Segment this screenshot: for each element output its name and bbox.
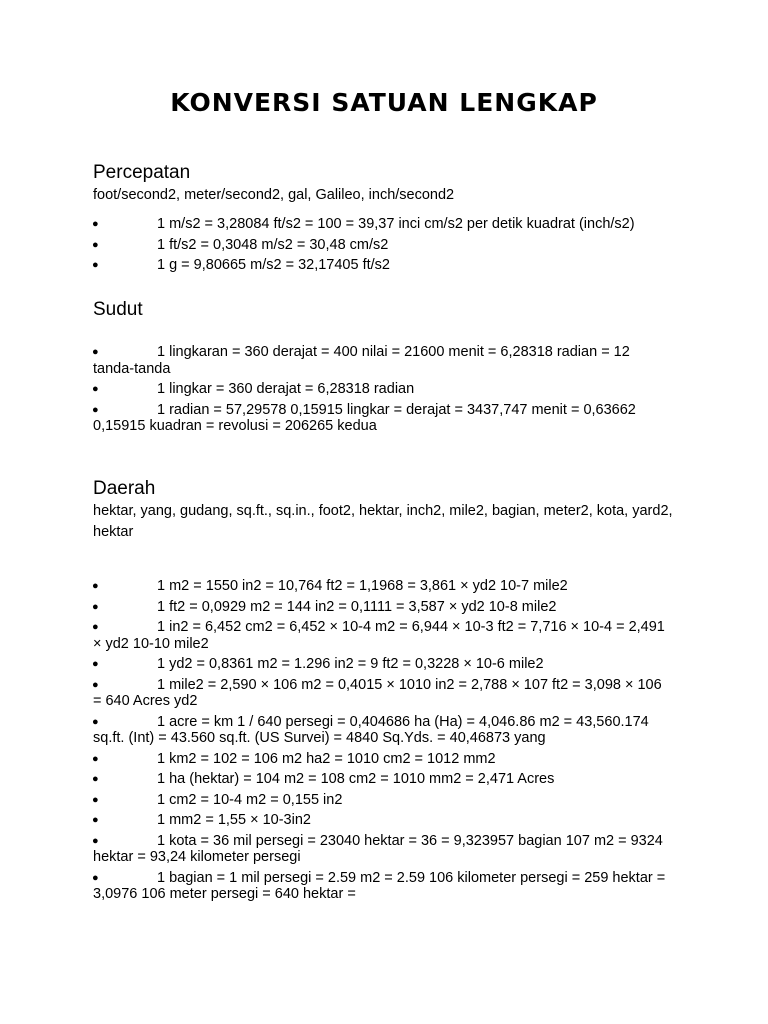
list-item: ● 1 km2 = 102 = 106 m2 ha2 = 1010 cm2 = 1012 mm2 [92, 750, 496, 767]
bullet-icon: ● [92, 403, 99, 416]
section-daerah [93, 477, 673, 903]
bullet-icon: ● [92, 814, 99, 826]
list-item: ● 1 m2 = 1550 in2 = 10,764 ft2 = 1,1968 = 3,861 × yd2 10-7 mile2 [92, 578, 568, 594]
list-item: ● 1 cm2 = 10-4 m2 = 0,155 in2 [92, 791, 343, 808]
page-title: KONVERSI SATUAN LENGKAP [170, 88, 598, 117]
list-percepatan [93, 216, 673, 274]
bullet-icon: ● [92, 238, 99, 251]
bullet-icon: ● [92, 600, 99, 613]
bullet-icon: ● [92, 773, 99, 785]
list-item: ● 1 lingkaran = 360 derajat = 400 nilai = 21600 menit = 6,28318 radian = 12 tanda-tanda [92, 344, 630, 377]
bullet-icon: ● [92, 346, 99, 358]
list-item: ● 1 in2 = 6,452 cm2 = 6,452 × 10-4 m2 = 6,944 × 10-3 ft2 = 7,716 × 10-4 = 2,491 × yd2 10-10 mile2 [92, 619, 665, 652]
list-item: ● 1 bagian = 1 mil persegi = 2.59 m2 = 2.59 106 kilometer persegi = 259 hektar = 3,0976 106 meter persegi = 640 hektar = [92, 869, 666, 902]
bullet-icon: ● [92, 621, 99, 633]
list-daerah [93, 578, 673, 903]
units-daerah: hektar, yang, gudang, sq.ft., sq.in., foot2, hektar, inch2, mile2, bagian, meter2, kota, yard2, hektar [93, 503, 673, 540]
list-item: ● 1 ha (hektar) = 104 m2 = 108 cm2 = 1010 mm2 = 2,471 Acres [92, 771, 555, 787]
list-item: ● 1 mm2 = 1,55 × 10-3in2 [92, 812, 311, 828]
list-item: ● 1 g = 9,80665 m/s2 = 32,17405 ft/s2 [92, 257, 390, 273]
bullet-icon: ● [92, 871, 99, 884]
section-percepatan [93, 161, 673, 274]
list-item: ● 1 radian = 57,29578 0,15915 lingkar = derajat = 3437,747 menit = 0,63662 0,15915 kuadran = revolusi = 206265 kedua [92, 401, 636, 434]
heading-sudut: Sudut [93, 299, 143, 320]
list-item: ● 1 ft/s2 = 0,3048 m/s2 = 30,48 cm/s2 [92, 236, 389, 253]
bullet-icon: ● [92, 259, 99, 271]
list-item: ● 1 yd2 = 0,8361 m2 = 1.296 in2 = 9 ft2 = 0,3228 × 10-6 mile2 [92, 656, 544, 672]
list-item: ● 1 mile2 = 2,590 × 106 m2 = 0,4015 × 1010 in2 = 2,788 × 107 ft2 = 3,098 × 106 = 640 Acres yd2 [92, 676, 662, 709]
list-item: ● 1 kota = 36 mil persegi = 23040 hektar = 36 = 9,323957 bagian 107 m2 = 9324 hektar = 93,24 kilometer persegi [92, 832, 663, 865]
bullet-icon: ● [92, 793, 99, 806]
list-sudut [93, 344, 673, 435]
list-item: ● 1 lingkar = 360 derajat = 6,28318 radian [92, 381, 415, 397]
list-item: ● 1 acre = km 1 / 640 persegi = 0,404686 ha (Ha) = 4,046.86 m2 = 43,560.174 sq.ft. (Int) = 43.560 sq.ft. (US Survei) = 4840 Sq.Yds. = 40,46873 yang [92, 713, 649, 746]
heading-percepatan: Percepatan [93, 162, 191, 183]
bullet-icon: ● [92, 715, 99, 728]
section-sudut [93, 298, 673, 435]
bullet-icon: ● [92, 752, 99, 765]
heading-daerah: Daerah [93, 478, 156, 499]
bullet-icon: ● [92, 218, 99, 230]
bullet-icon: ● [92, 383, 99, 395]
units-percepatan: foot/second2, meter/second2, gal, Galileo, inch/second2 [93, 187, 455, 203]
list-item: ● 1 ft2 = 0,0929 m2 = 144 in2 = 0,1111 = 3,587 × yd2 10-8 mile2 [92, 598, 557, 615]
bullet-icon: ● [92, 678, 99, 691]
bullet-icon: ● [92, 658, 99, 670]
bullet-icon: ● [92, 580, 99, 592]
bullet-icon: ● [92, 834, 99, 847]
list-item: ● 1 m/s2 = 3,28084 ft/s2 = 100 = 39,37 inci cm/s2 per detik kuadrat (inch/s2) [92, 216, 635, 232]
